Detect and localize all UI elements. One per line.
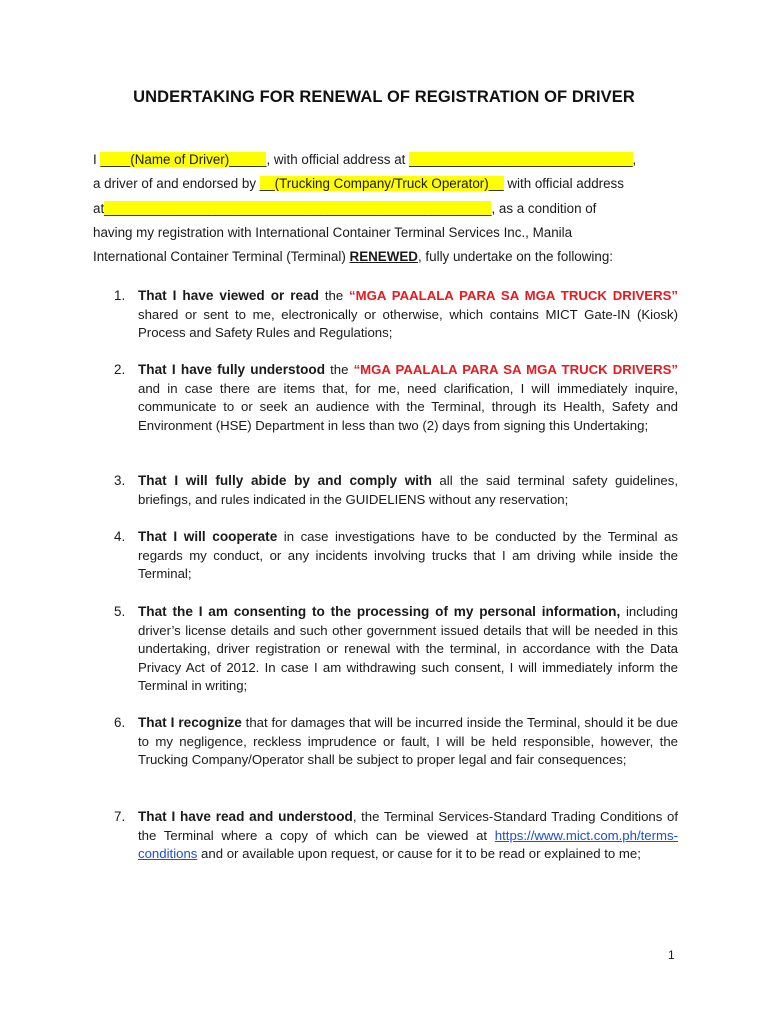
trucking-company-field: __(Trucking Company/Truck Operator)__: [259, 176, 504, 191]
list-item-text: That I have fully understood the “MGA PAALALA PARA SA MGA TRUCK DRIVERS” and in case there are items that, for me, need clarification, I will immediately inquire, communicate to or seek an audience with the Terminal, through its Health, Safety and Environment (HSE) Department in less than two (2) days from signing this Undertaking;: [138, 362, 678, 433]
driver-address-field: ______________________________: [409, 152, 633, 167]
terms-conditions-link[interactable]: https://www.mict.com.ph/terms-conditions: [138, 827, 678, 861]
list-item-text: That the I am consenting to the processing of my personal information, including driver’s license details and such other government issued details that will be needed in this undertaking, driver registration or renewal with the terminal, in accordance with the Data Privacy Act of 2012. In case I am withdrawing such consent, I will immediately inform the Terminal in writing;: [138, 604, 678, 693]
intro-line-1: I ____(Name of Driver)_____, with official address at ______________________________,: [93, 152, 637, 167]
intro-line-3: at____________________________________________________, as a condition of: [93, 201, 597, 216]
company-address-field: ____________________________________________________: [104, 201, 492, 216]
list-item-text: That I will cooperate in case investigations have to be conducted by the Terminal as regards my conduct, or any incidents involving trucks that I am driving while inside the Terminal;: [138, 529, 678, 581]
intro-line-5: International Container Terminal (Terminal) RENEWED, fully undertake on the following:: [93, 249, 614, 264]
intro-line-4: having my registration with International Container Terminal Services Inc., Manila: [93, 225, 573, 240]
document-page: UNDERTAKING FOR RENEWAL OF REGISTRATION OF DRIVER I ____(Name of Driver)_____, with official address at ______________________________, a driver of and endorsed by __(Trucking Company/Truck Operator)__ with official address at____________________________________________________, as a condition of having my registration with International Container Terminal Services Inc., Manila International Container Terminal (Terminal) RENEWED, fully undertake on the following: 1. That I have viewed or read the “MGA PAALALA PARA SA MGA TRUCK DRIVERS” shared or sent to me, electronically or otherwise, which contains MICT Gate-IN (Kiosk) Process and Safety Rules and Regulations; 2. That I have fully understood the “MGA PAALALA PARA SA MGA TRUCK DRIVERS” and in case there are items that, for me, need clarification, I will immediately inquire, communicate to or seek an audience with the Terminal, through its Health, Safety and Environment (HSE) Department in less than two (2) days from signing this Undertaking; 3. That I will fully abide by and comply with all the said terminal safety guidelines, briefings, and rules indicated in the GUIDELIENS without any reservation; 4. That I will cooperate in case investigations have to be conducted by the Terminal as regards my conduct, or any incidents involving trucks that I am driving while inside the Terminal; 5. That the I am consenting to the processing of my personal information, including driver’s license details and such other government issued details that will be needed in this undertaking, driver registration or renewal with the terminal, in accordance with the Data Privacy Act of 2012. In case I am withdrawing such consent, I will immediately inform the Terminal in writing; 6. That I recognize that for damages that will be incurred inside the Terminal, should it be due to my negligence, reckless imprudence or fault, I will be held responsible, however, the Trucking Company/Operator shall be subject to proper legal and fair consequences; 7. That I have read and understood, the Terminal Services-Standard Trading Conditions of the Terminal where a copy of which can be viewed at https://www.mict.com.ph/terms-conditions and or available upon request, or cause for it to be read or explained to me; 1: [0, 0, 768, 1024]
list-item-text: That I recognize that for damages that will be incurred inside the Terminal, should it be due to my negligence, reckless imprudence or fault, I will be held responsible, however, the Trucking Company/Operator shall be subject to proper legal and fair consequences;: [138, 715, 678, 767]
list-item-text: That I will fully abide by and comply with all the said terminal safety guidelines, briefings, and rules indicated in the GUIDELIENS without any reservation;: [138, 473, 679, 507]
list-item-text: That I have viewed or read the “MGA PAALALA PARA SA MGA TRUCK DRIVERS” shared or sent to me, electronically or otherwise, which contains MICT Gate-IN (Kiosk) Process and Safety Rules and Regulations;: [138, 288, 678, 340]
driver-name-field: ____(Name of Driver)_____: [100, 152, 267, 167]
intro-line-2: a driver of and endorsed by __(Trucking Company/Truck Operator)__ with official address: [93, 176, 624, 191]
renewed-text: RENEWED: [349, 249, 418, 264]
list-item-text: That I have read and understood, the Terminal Services-Standard Trading Conditions of the Terminal where a copy of which can be viewed at https://www.mict.com.ph/terms-conditions and or available upon request, or cause for it to be read or explained to me;: [138, 809, 678, 861]
page-number: 1: [668, 948, 675, 962]
page-title: UNDERTAKING FOR RENEWAL OF REGISTRATION OF DRIVER: [133, 88, 635, 106]
